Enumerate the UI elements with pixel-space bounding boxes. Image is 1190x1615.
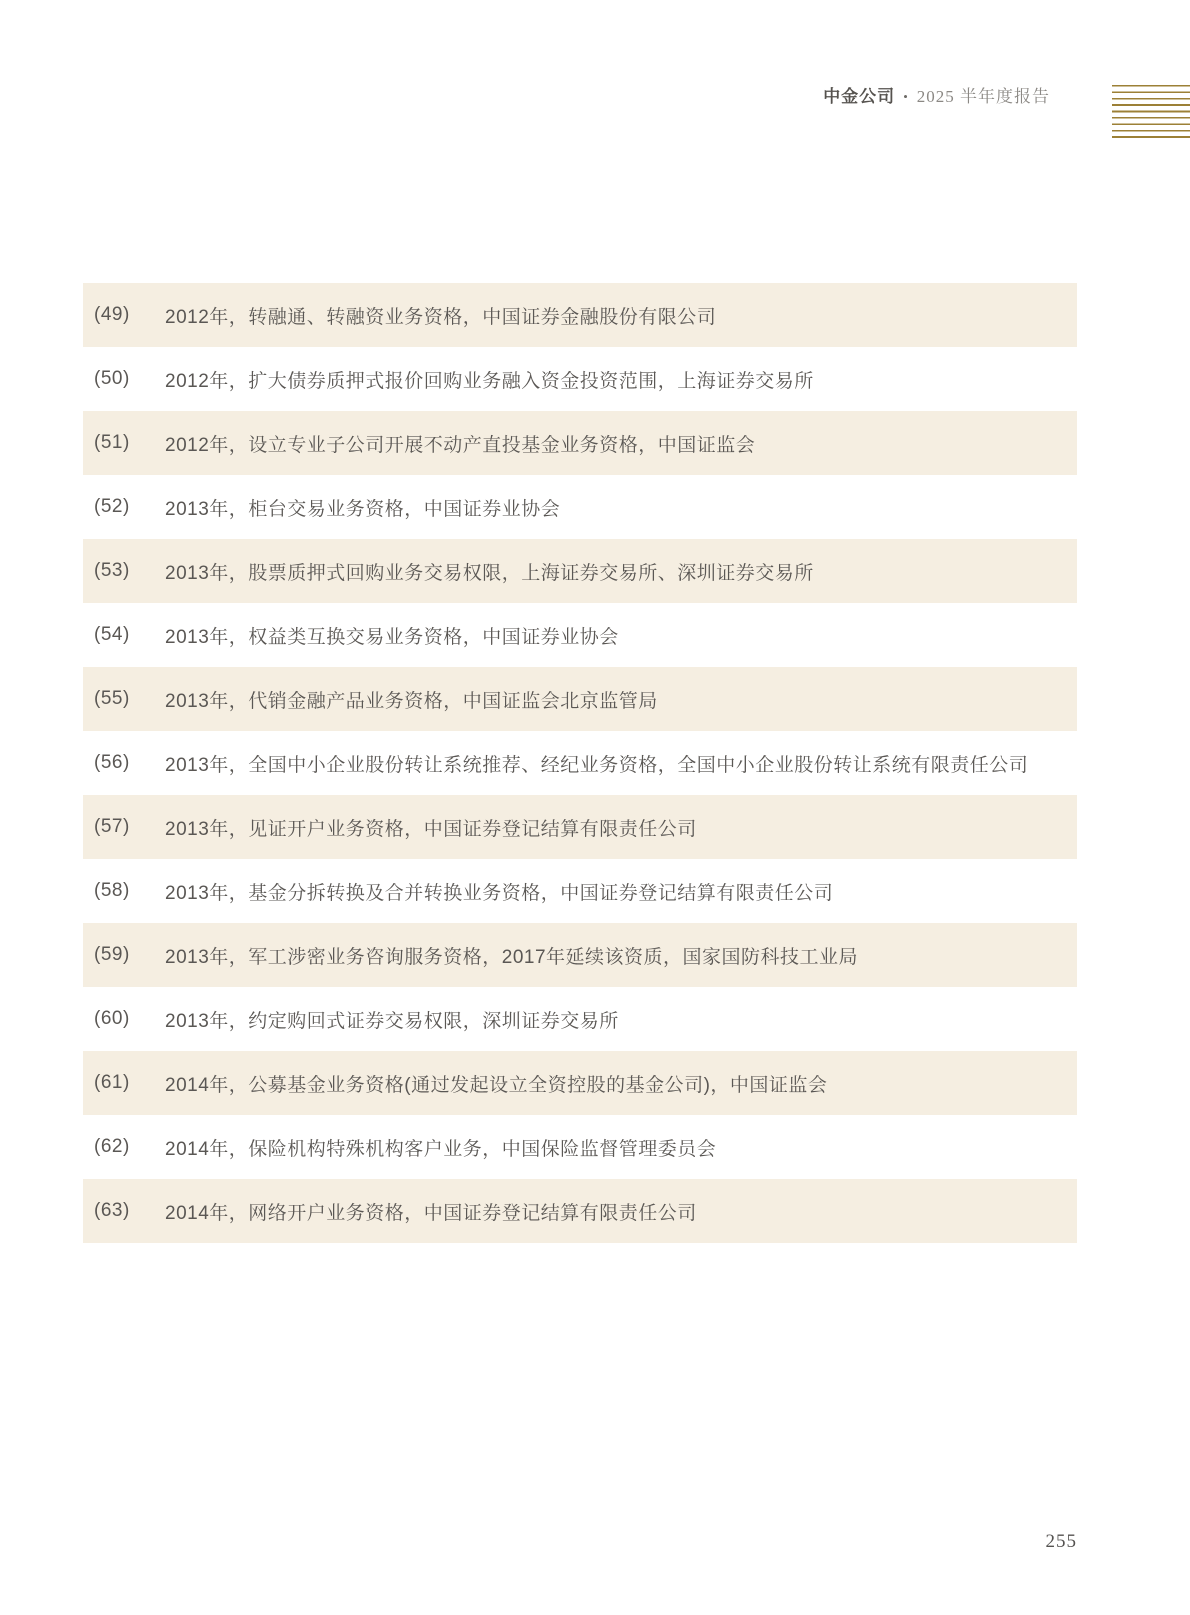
- list-item-number: (57): [94, 816, 130, 837]
- list-item: [83, 923, 1077, 987]
- list-item-number: (50): [94, 368, 130, 389]
- list-item: [83, 411, 1077, 475]
- page-header: [823, 86, 1050, 108]
- list-item-text: 2013年，约定购回式证券交易权限，深圳证券交易所: [165, 1010, 619, 1032]
- header-separator-dot: •: [903, 89, 909, 104]
- report-title: 2025 半年度报告: [916, 87, 1050, 106]
- list-item-text: 2013年，全国中小企业股份转让系统推荐、经纪业务资格，全国中小企业股份转让系统有限责任公司: [165, 754, 1029, 776]
- list-item-number: (52): [94, 496, 130, 517]
- list-item-number: (54): [94, 624, 130, 645]
- list-item-number: (62): [94, 1136, 130, 1157]
- list-item-text: 2012年，设立专业子公司开展不动产直投基金业务资格，中国证监会: [165, 434, 756, 456]
- list-item: [83, 347, 1077, 411]
- list-item: [83, 731, 1077, 795]
- list-item-text: 2014年，网络开户业务资格，中国证券登记结算有限责任公司: [165, 1202, 697, 1224]
- list-item-number: (51): [94, 432, 130, 453]
- list-item-text: 2012年，转融通、转融资业务资格，中国证券金融股份有限公司: [165, 306, 717, 328]
- list-item: [83, 1179, 1077, 1243]
- list-item-number: (63): [94, 1200, 130, 1221]
- list-item: [83, 795, 1077, 859]
- list-item-number: (58): [94, 880, 130, 901]
- list-item: [83, 283, 1077, 347]
- list-item-text: 2012年，扩大债券质押式报价回购业务融入资金投资范围，上海证券交易所: [165, 370, 814, 392]
- list-item-text: 2013年，基金分拆转换及合并转换业务资格，中国证券登记结算有限责任公司: [165, 882, 834, 904]
- company-name: 中金公司: [823, 87, 896, 106]
- list-item-number: (60): [94, 1008, 130, 1029]
- list-item-text: 2013年，军工涉密业务咨询服务资格，2017年延续该资质，国家国防科技工业局: [165, 946, 859, 968]
- list-item-number: (56): [94, 752, 130, 773]
- list-item-text: 2013年，代销金融产品业务资格，中国证监会北京监管局: [165, 690, 658, 712]
- list-item-text: 2013年，权益类互换交易业务资格，中国证券业协会: [165, 626, 619, 648]
- gold-lines-decoration: [1112, 85, 1190, 139]
- qualification-list: [83, 283, 1077, 1243]
- list-item: [83, 1115, 1077, 1179]
- list-item-number: (59): [94, 944, 130, 965]
- list-item: [83, 859, 1077, 923]
- list-item: [83, 987, 1077, 1051]
- list-item: [83, 603, 1077, 667]
- list-item-text: 2014年，保险机构特殊机构客户业务，中国保险监督管理委员会: [165, 1138, 717, 1160]
- list-item-number: (61): [94, 1072, 130, 1093]
- list-item-text: 2013年，股票质押式回购业务交易权限，上海证券交易所、深圳证券交易所: [165, 562, 814, 584]
- page-number: 255: [1045, 1531, 1077, 1552]
- list-item: [83, 1051, 1077, 1115]
- list-item-text: 2013年，见证开户业务资格，中国证券登记结算有限责任公司: [165, 818, 697, 840]
- list-item: [83, 539, 1077, 603]
- list-item-text: 2013年，柜台交易业务资格，中国证券业协会: [165, 498, 561, 520]
- list-item: [83, 475, 1077, 539]
- list-item-number: (53): [94, 560, 130, 581]
- list-item-number: (49): [94, 304, 130, 325]
- list-item-number: (55): [94, 688, 130, 709]
- list-item-text: 2014年，公募基金业务资格(通过发起设立全资控股的基金公司)，中国证监会: [165, 1074, 828, 1096]
- list-item: [83, 667, 1077, 731]
